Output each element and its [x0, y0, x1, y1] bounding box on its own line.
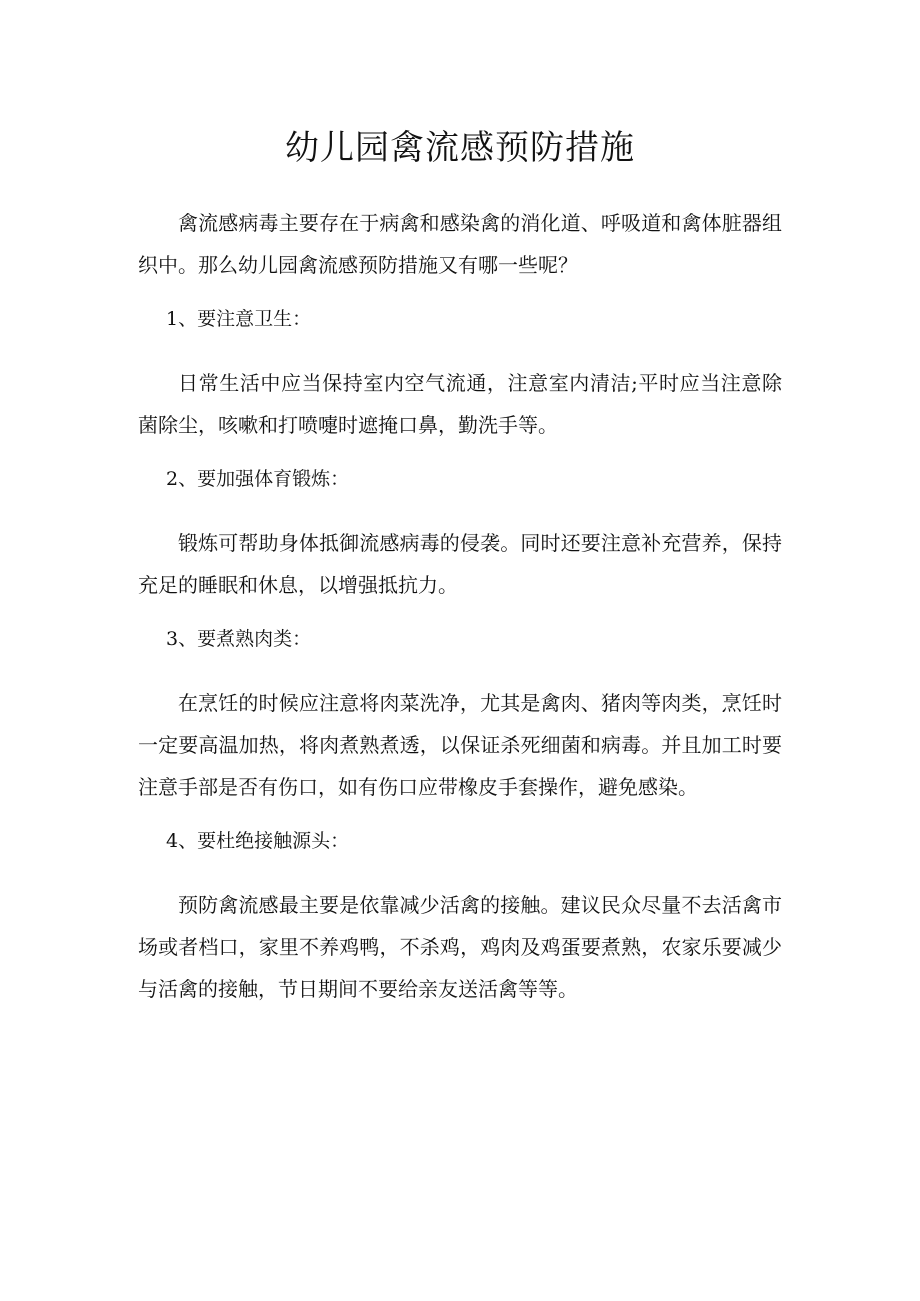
- section-heading-2: 2、要加强体育锻炼：: [166, 468, 350, 490]
- section-body-1: 日常生活中应当保持室内空气流通，注意室内清洁;平时应当注意除菌除尘，咳嗽和打喷嚏时遮掩口鼻，勤洗手等。: [138, 371, 782, 437]
- section-body-2: 锻炼可帮助身体抵御流感病毒的侵袭。同时还要注意补充营养，保持充足的睡眠和休息，以增强抵抗力。: [138, 531, 782, 597]
- section-body-3: 在烹饪的时候应注意将肉菜洗净，尤其是禽肉、猪肉等肉类，烹饪时一定要高温加热，将肉煮熟煮透，以保证杀死细菌和病毒。并且加工时要注意手部是否有伤口，如有伤口应带橡皮手套操作，避免感染。: [138, 691, 782, 799]
- section-heading-1: 1、要注意卫生：: [166, 308, 312, 330]
- document-title: 幼儿园禽流感预防措施: [285, 128, 635, 168]
- section-heading-3: 3、要煮熟肉类：: [166, 628, 312, 650]
- section-heading-4: 4、要杜绝接触源头：: [166, 830, 350, 852]
- section-body-4: 预防禽流感最主要是依靠减少活禽的接触。建议民众尽量不去活禽市场或者档口，家里不养鸡鸭，不杀鸡，鸡肉及鸡蛋要煮熟，农家乐要减少与活禽的接触，节日期间不要给亲友送活禽等等。: [138, 893, 782, 1001]
- intro-paragraph: 禽流感病毒主要存在于病禽和感染禽的消化道、呼吸道和禽体脏器组织中。那么幼儿园禽流感预防措施又有哪一些呢？: [138, 211, 782, 277]
